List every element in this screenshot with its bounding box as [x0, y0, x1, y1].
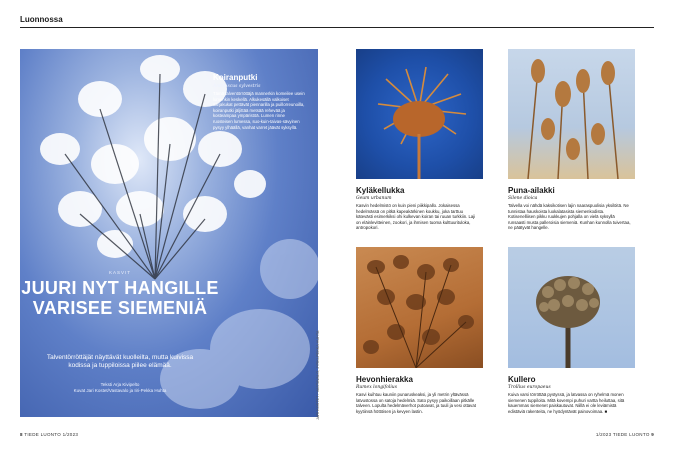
footer-left	[20, 432, 78, 437]
hero-caption-latin: Anthriscus sylvestris	[213, 84, 261, 89]
plant-latin-hevonhierakka: Rumex longifolius	[356, 385, 398, 390]
section-title: Luonnossa	[20, 15, 63, 24]
credits	[40, 382, 200, 394]
plant-title-kullero: Kullero	[508, 375, 536, 384]
page-number-right: 9	[651, 432, 654, 437]
plant-body-hevonhierakka: Kasvi kuihtuu kauniin punaruskeaksi, ja yli metrin yltävässä latvustossa on satoja hedelmiä. Sato pysyy paikoillaan pitkälle talveen. Lopulta hedelmäverhot putoavat, ja tuuli ja vesi ottavat kyytiinsä höttöisen ja kevyen lastin.	[356, 392, 476, 414]
page-number-left: 8	[20, 432, 23, 437]
plant-title-kylakellukka: Kyläkellukka	[356, 186, 405, 195]
kicker: KASVIT	[108, 270, 131, 275]
plant-latin-puna-ailakki: Silene dioica	[508, 196, 538, 201]
plant-body-kullero: Kuiva varsi törröttää pystyssä, ja latvassa on ryhelmä monen siemenen tuppiloita. Mitä kovempi puhuri vartta heiluttaa, sitä kauemmas siemenet paiskautuvat. Niillä ei ole leviämistä edistäviä rakenteita, ne hyödyntävät painovoimaa. ■	[508, 392, 625, 414]
plant-body-puna-ailakki: Talvella voi nähdä kaksikotisen lajin naaraspuolisia yksilöitä. Ne tunnistaa hauskoista luokalatasista siemenkodista. Kotisenelliisen pikku ruukkujen pohjalla on vielä syksyllä runsaasti musta palleroisia siemeniä. Kunhan kunnolla tuivertaa, ne päätyvät hangelle.	[508, 203, 631, 231]
photo-kullero	[508, 247, 635, 368]
photo-kylakellukka	[356, 49, 483, 179]
photo-puna-ailakki	[508, 49, 635, 179]
header-rule	[20, 27, 654, 28]
plant-title-hevonhierakka: Hevonhierakka	[356, 375, 413, 384]
hero-caption-body: Tämä talventörröttäjä mannerkin komeilee usein lumenkin keskellä. Alkukesällä valkoiset sarjakukat pettävät piennarilla ja puillorreunoilla, koiranputki jäljittää metsää rehevää ja kosteampaa ympäristöä. Lumen rinne ruosteisen lumessa, suo-kuin-taivas-sävyinen pysyy ylhäällä, vanhat varret jäävät syksyllä.	[213, 91, 305, 130]
plant-latin-kullero: Trollius europaeus	[508, 385, 551, 390]
footer-right-label: 1/2023 TIEDE LUONTO	[595, 432, 650, 437]
photo-credit-text: JARI KOSTET / VASTAVALO, JYRKI-PEKKA HUHTA	[316, 330, 320, 420]
plant-body-kylakellukka: Kasvin hedelmistö on kuin pieni piikkipallo. Jokaisessa hedelmässä on pitkä kapeakärkinen koukku, joka tarttuu kätevästi esimerkiksi ohi kulkevan koiran tai ruuan turkkiin. Laji on eläinlevitteinen, zookori, ja ihmisen tuoma kulttuurituloka, antropokori.	[356, 203, 476, 231]
intro-text: Talventörröttäjät näyttävät kuolleilta, mutta kuivissa kodissa ja tuppiloissa piilee elämää.	[46, 354, 194, 369]
globeflower-pods-illustration	[508, 247, 635, 368]
hero-caption-title: Koiranputki	[213, 73, 258, 82]
plant-title-puna-ailakki: Puna-ailakki	[508, 186, 555, 195]
plant-latin-kylakellukka: Geum urbanum	[356, 196, 392, 201]
capsules-illustration	[508, 49, 635, 179]
credit-photos: Kuvat Jari Kostet/Vastavalo ja Iiri-Pekka Huhta	[73, 388, 167, 393]
photo-hevonhierakka	[356, 247, 483, 368]
footer-left-label: TIEDE LUONTO 1/2023	[24, 432, 79, 437]
credit-text: Teksti Arja Kivipelto	[100, 382, 140, 387]
photo-credit	[316, 300, 324, 420]
headline: JUURI NYT HANGILLE VARISEE SIEMENIÄ	[21, 278, 219, 318]
seedhead-illustration	[356, 49, 483, 179]
footer-right	[596, 432, 654, 437]
dock-seeds-illustration	[356, 247, 483, 368]
